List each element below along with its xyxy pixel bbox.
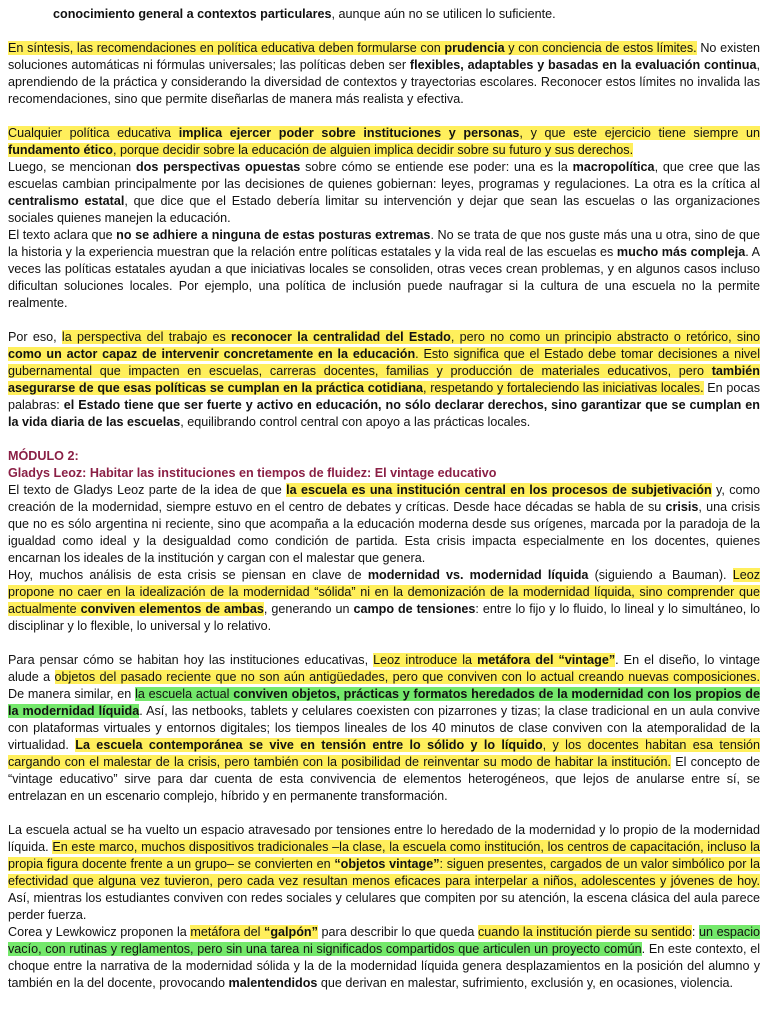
text-run: : entre lo fijo y lo fluido, lo lineal y lo simultáneo, lo disciplinar y lo flexible, lo universal y lo relativo. bbox=[8, 602, 761, 633]
text-run: sobre cómo se entiende ese poder: una es la bbox=[300, 160, 573, 174]
highlighted-text: Cualquier política educativa bbox=[8, 126, 179, 140]
text-run: . No se trata de que nos guste más una u otra, sino de que la historia y la experiencia muestran que la relación entre políticas estatales y la vida real de las escuelas es bbox=[8, 228, 761, 259]
highlighted-text: , y los docentes habitan esa tensión cargando con el malestar de la crisis, pero también con la posibilidad de reinventar su modo de habitar la institución. bbox=[8, 738, 761, 769]
highlighted-text: reconocer la centralidad del Estado bbox=[231, 330, 451, 344]
bold-text: el Estado tiene que ser fuerte y activo en educación, no sólo declarar derechos, sino garantizar que se cumplan en la vida diaria de las escuelas bbox=[8, 398, 760, 429]
text-run: , aprendiendo de la práctica y considerando la diversidad de contextos y trayectorias escolares. Reconocer estos límites no invalida las recomendaciones, sino que permite diseñarlas de manera más realista y efectiva. bbox=[8, 58, 760, 106]
paragraph-spacer bbox=[8, 108, 760, 125]
p-vintage bbox=[8, 652, 760, 805]
text-run: El concepto de “vintage educativo” sirve para dar cuenta de esta convivencia de elementos heterogéneos, que lejos de anularse entre sí, se entrelazan en un escenario complejo, híbrido y en permanente transformación. bbox=[8, 755, 760, 803]
p-espacio bbox=[8, 822, 760, 924]
highlighted-text: , y que este ejercicio tiene siempre un bbox=[519, 126, 760, 140]
highlighted-text: “galpón” bbox=[264, 925, 318, 939]
highlighted-text: conviven objetos, prácticas y formatos heredados de la modernidad con los propios de la modernidad líquida bbox=[8, 687, 760, 718]
text-run: y, como creación de la modernidad, siempre estuvo en el centro de debates y críticas. Desde hace décadas se habla de su bbox=[8, 483, 760, 514]
paragraph-spacer bbox=[8, 312, 760, 329]
highlighted-text: y con conciencia de estos límites. bbox=[504, 41, 697, 55]
text-run: que derivan en malestar, sufrimiento, exclusión y, en ocasiones, violencia. bbox=[317, 976, 734, 990]
highlighted-text: la escuela actual bbox=[135, 687, 234, 701]
text-run: . En el diseño, lo vintage alude a bbox=[8, 653, 760, 684]
text-run: Para pensar cómo se habitan hoy las instituciones educativas, bbox=[8, 653, 374, 667]
highlighted-text: prudencia bbox=[444, 41, 505, 55]
text-run: Así, mientras los estudiantes conviven con redes sociales y celulares que compiten por su atención, la escena clásica del aula parece perder fuerza. bbox=[8, 891, 760, 922]
bold-text: centralismo estatal bbox=[8, 194, 125, 208]
bold-text: crisis bbox=[665, 500, 699, 514]
highlighted-text: objetos del pasado reciente que no son aún antigüedades, pero que conviven con lo actual creando nuevas composiciones. bbox=[54, 670, 760, 684]
text-run: , aunque aún no se utilicen lo suficiente. bbox=[331, 7, 556, 21]
text-run: . En este contexto, el choque entre la narrativa de la modernidad sólida y la de la modernidad líquida genera desplazamientos en la posición del alumno y también en la del docente, provocando bbox=[8, 942, 760, 990]
highlighted-text: la perspectiva del trabajo es bbox=[61, 330, 232, 344]
highlighted-text: . Esto significa que el Estado debe tomar decisiones a nivel gubernamental que impacten en escuelas, carreras docentes, familias y producción de materiales educativos, pero bbox=[8, 347, 760, 378]
text-run: (siguiendo a Bauman). bbox=[588, 568, 733, 582]
bold-text: campo de tensiones bbox=[353, 602, 476, 616]
text-run: . A veces las políticas estatales ayudan a que iniciativas locales se consoliden, otras veces crean problemas, y en algunos casos incluso dificultan soluciones locales. Por ejemplo, una política de inclusión puede naufragar si la cultura de una escuela no la permite realmente. bbox=[8, 245, 761, 310]
p-perspectivas bbox=[8, 159, 760, 227]
text-run: Luego, se mencionan bbox=[8, 160, 136, 174]
highlighted-text: La escuela contemporánea se vive en tensión entre lo sólido y lo líquido bbox=[75, 738, 543, 752]
paragraph-spacer bbox=[8, 23, 760, 40]
text-run: Gladys Leoz: Habitar las instituciones en tiempos de fluidez: El vintage educativo bbox=[8, 466, 497, 480]
p-galpon bbox=[8, 924, 760, 992]
bold-text: dos perspectivas opuestas bbox=[135, 160, 301, 174]
highlighted-text: un espacio vacío, con rutinas y reglamentos, pero sin una tarea ni significados compartidos que articulen un proyecto común bbox=[8, 925, 760, 956]
highlighted-text: como un actor capaz de intervenir concretamente en la educación bbox=[8, 347, 416, 361]
paragraph-spacer bbox=[8, 805, 760, 822]
p-poder bbox=[8, 125, 760, 159]
highlighted-text: también asegurarse de que esas políticas se cumplan en la práctica cotidiana bbox=[8, 364, 760, 395]
highlighted-text: Leoz propone no caer en la idealización de la modernidad “sólida” ni en la demonización de la modernidad líquida, sino comprender que actualmente bbox=[8, 568, 760, 616]
highlighted-text: , porque decidir sobre la educación de alguien implica decidir sobre su futuro y sus derechos. bbox=[112, 143, 634, 157]
highlighted-text: metáfora del “vintage” bbox=[477, 653, 616, 667]
highlighted-text: implica ejercer poder sobre instituciones y personas bbox=[178, 126, 520, 140]
highlighted-text: metáfora del bbox=[190, 925, 265, 939]
highlighted-text: conviven elementos de ambas bbox=[80, 602, 264, 616]
bold-text: flexibles, adaptables y basadas en la evaluación continua bbox=[409, 58, 757, 72]
text-run: para describir lo que queda bbox=[317, 925, 478, 939]
text-run: Corea y Lewkowicz proponen la bbox=[8, 925, 191, 939]
p-estado bbox=[8, 329, 760, 431]
text-run: El texto aclara que bbox=[8, 228, 117, 242]
text-run: De manera similar, en bbox=[8, 687, 136, 701]
text-run: La escuela actual se ha vuelto un espacio atravesado por tensiones entre lo heredado de la modernidad y lo propio de la modernidad líquida. bbox=[8, 823, 760, 854]
text-run: MÓDULO 2: bbox=[8, 449, 79, 463]
highlighted-text: : siguen presentes, cargados de un valor simbólico por la efectividad que alguna vez tuvieron, pero cada vez resultan menos eficaces para interpelar a niños, adolescentes y jóvenes de hoy. bbox=[8, 857, 760, 888]
p-texto-aclara bbox=[8, 227, 760, 312]
text-run: , equilibrando control central con apoyo a las prácticas locales. bbox=[180, 415, 531, 429]
highlighted-text: la escuela es una institución central en los procesos de subjetivación bbox=[286, 483, 712, 497]
paragraph-spacer bbox=[8, 635, 760, 652]
bold-text: modernidad vs. modernidad líquida bbox=[367, 568, 589, 582]
text-run: . Así, las netbooks, tablets y celulares coexisten con pizarrones y tizas; la clase tradicional en un aula convive con plataformas virtuales y entornos digitales; los tiempos lineales de los 40 minutos de clase conviven con la atemporalidad de la virtualidad. bbox=[8, 704, 761, 752]
bold-text: mucho más compleja bbox=[616, 245, 746, 259]
text-run: Por eso, bbox=[8, 330, 62, 344]
highlighted-text: “objetos vintage” bbox=[334, 857, 440, 871]
text-run: : bbox=[691, 925, 699, 939]
text-run: El texto de Gladys Leoz parte de la idea de que bbox=[8, 483, 287, 497]
bold-text: macropolítica bbox=[572, 160, 655, 174]
text-run: No existen soluciones automáticas ni fórmulas universales; las políticas deben ser bbox=[8, 41, 761, 72]
highlighted-text: fundamento ético bbox=[8, 143, 113, 157]
highlighted-text: En este marco, muchos dispositivos tradicionales –la clase, la escuela como institución, los centros de capacitación, incluso la propia figura docente frente a un grupo– se convierten en bbox=[8, 840, 761, 871]
highlighted-text: Leoz introduce la bbox=[373, 653, 478, 667]
highlighted-text: , respetando y fortaleciendo las iniciativas locales. bbox=[423, 381, 704, 395]
text-run: Hoy, muchos análisis de esta crisis se piensan en clave de bbox=[8, 568, 368, 582]
highlighted-text: , pero no como un principio abstracto o retórico, sino bbox=[450, 330, 761, 344]
p-sintesis bbox=[8, 40, 760, 108]
p-top bbox=[8, 6, 760, 23]
p-modulo-sub bbox=[8, 465, 760, 482]
highlighted-text: En síntesis, las recomendaciones en política educativa deben formularse con bbox=[8, 41, 445, 55]
text-run: , generando un bbox=[263, 602, 354, 616]
p-modulo bbox=[8, 448, 760, 465]
bold-text: malentendidos bbox=[228, 976, 318, 990]
p-leoz-intro bbox=[8, 482, 760, 567]
text-run: En pocas palabras: bbox=[8, 381, 760, 412]
highlighted-text: cuando la institución pierde su sentido bbox=[478, 925, 692, 939]
paragraph-spacer bbox=[8, 431, 760, 448]
text-run: , una crisis que no es sólo argentina ni reciente, sino que acompaña a la educación moderna desde sus orígenes, marcada por la paradoja de la igualdad como ideal y la desigualdad como condición de partida. Esta crisis impacta especialmente en los docentes, quienes encarnan los ideales de la institución y cargan con el malestar que genera. bbox=[8, 500, 760, 565]
text-run: , que cree que las escuelas cambian principalmente por las decisiones de quienes gobiernan: leyes, programas y regulaciones. La otra es la crítica al bbox=[8, 160, 761, 191]
text-run: , que dice que el Estado debería limitar su intervención y dejar que sean las escuelas o las organizaciones sociales quienes manejen la educación. bbox=[8, 194, 760, 225]
bold-text: no se adhiere a ninguna de estas posturas extremas bbox=[116, 228, 431, 242]
bold-text: conocimiento general a contextos particulares bbox=[53, 7, 332, 21]
p-hoy bbox=[8, 567, 760, 635]
